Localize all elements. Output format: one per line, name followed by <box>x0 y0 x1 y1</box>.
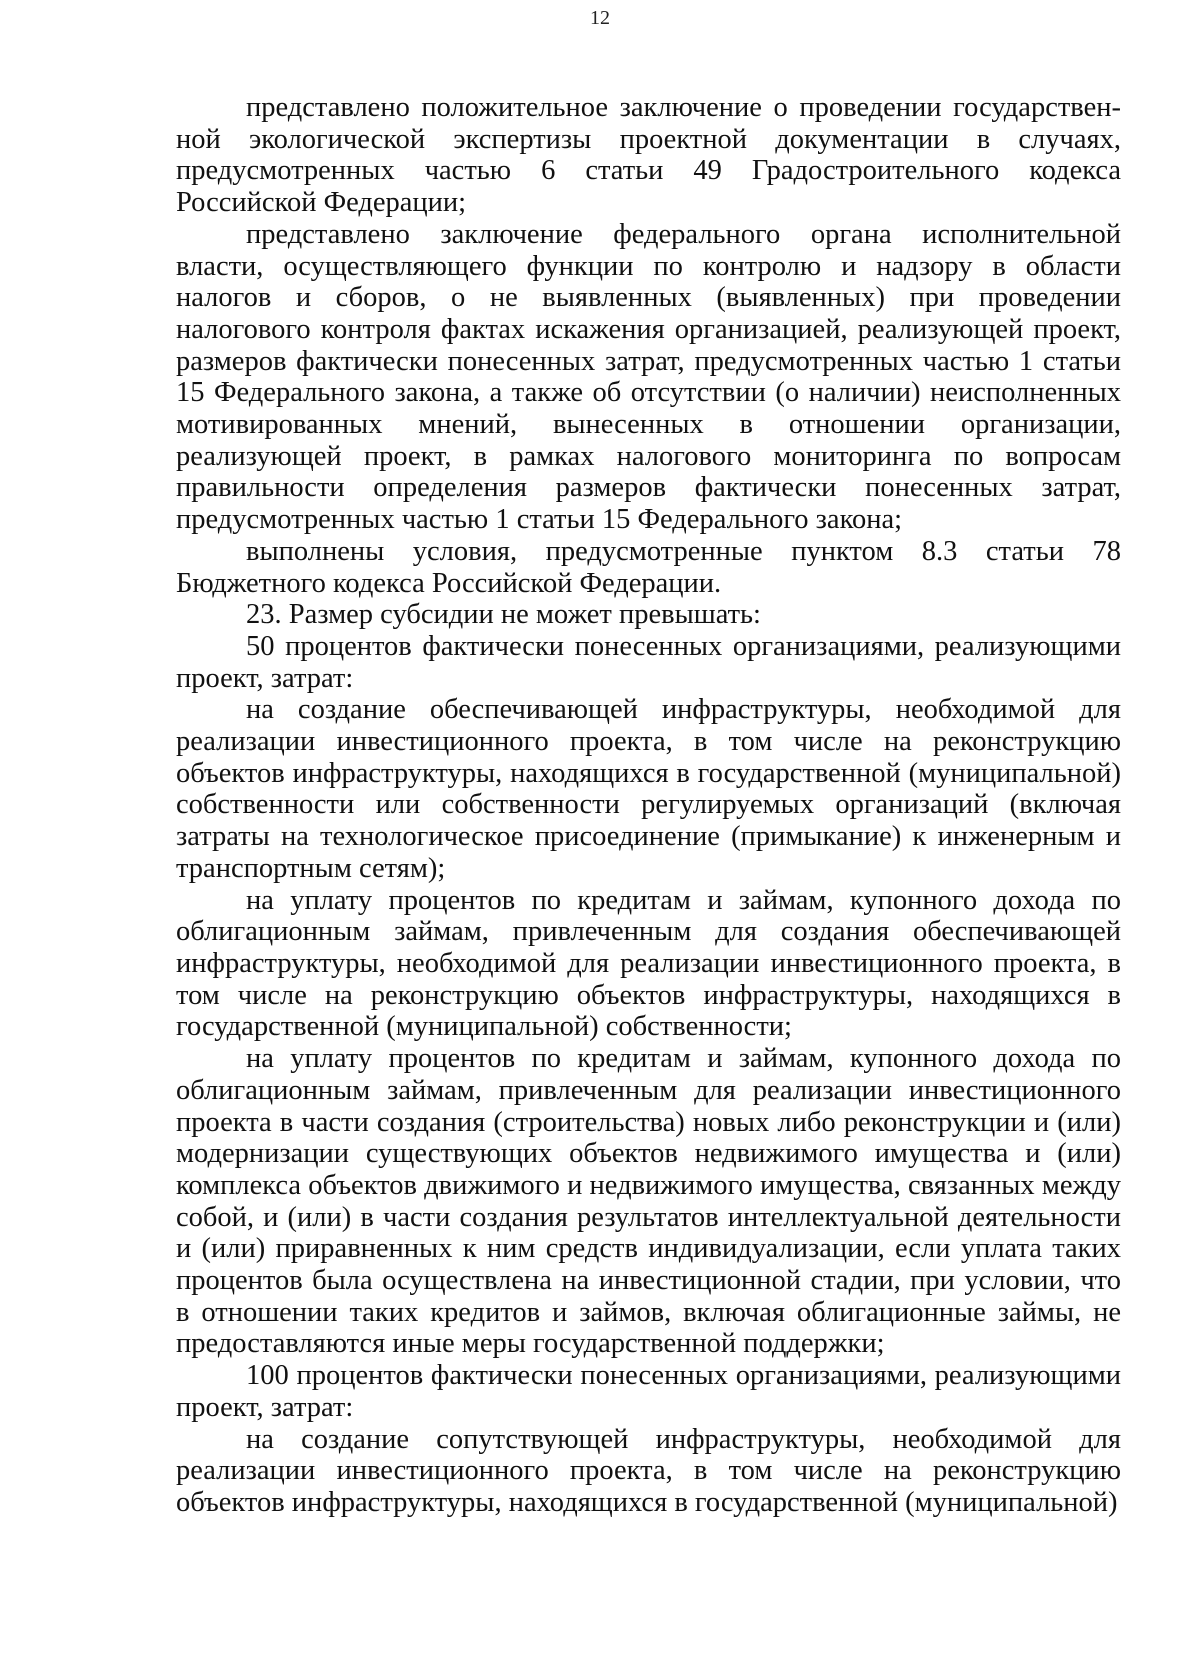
paragraph-subsidy-limit-heading: 23. Размер субсидии не может превышать: <box>246 599 761 631</box>
page-number: 12 <box>590 7 610 29</box>
paragraph-interest-investment-project: на уплату процентов по кредитам и займам, купонного дохода по облигационным займам, привлеченным для реализации инвестиционного проекта в части создания (строительства) новых либо реконструкции и (или) модернизации существующих объектов недвижимого имущества и (или) комплекса объектов движимого и недвижимого имущества, связанных между собой, и (или) в части создания результатов интеллектуальной деятельности и (или) приравненных к ним средств индивидуализации, если уплата таких процентов была осуществлена на инвестиционной стадии, при условии, что в отношении таких кредитов и займов, включая облигационные займы, не предоставляются иные меры государственной поддержки; <box>176 1043 1121 1360</box>
paragraph-hundred-percent: 100 процентов фактически понесенных организациями, реализующими проект, затрат: <box>176 1360 1121 1423</box>
paragraph-supporting-infrastructure: на создание обеспечивающей инфраструктуры, необходимой для реализации инвестиционного проекта, в том числе на реконструкцию объектов инфраструктуры, находящихся в государственной (муниципальной) собственности или собственности регулируемых организаций (включая затраты на технологическое присоединение (примыкание) к инженерным и транспортным сетям); <box>176 694 1121 884</box>
paragraph-budget-code-conditions: выполнены условия, предусмотренные пунктом 8.3 статьи 78 Бюджетного кодекса Российской Федерации. <box>176 535 1121 599</box>
paragraph-interest-infrastructure: на уплату процентов по кредитам и займам, купонного дохода по облигационным займам, привлеченным для создания обеспечивающей инфраструктуры, необходимой для реализации инвестиционного проекта, в том числе на реконструкцию объектов инфраструктуры, находящихся в государственной (муниципальной) собственности; <box>176 884 1121 1043</box>
paragraph-ecological-expertise: представлено положительное заключение о проведении государственной экологической экспертизы проектной документации в случаях, предусмотренных частью 6 статьи 49 Градостроительного кодекса Российской Федерации; <box>176 92 1121 219</box>
document-body <box>176 92 1121 1519</box>
paragraph-accompanying-infrastructure: на создание сопутствующей инфраструктуры, необходимой для реализации инвестиционного проекта, в том числе на реконструкцию объектов инфраструктуры, находящихся в государственной (муниципальной) <box>176 1423 1121 1518</box>
paragraph-fifty-percent: 50 процентов фактически понесенных организациями, реализующими проект, затрат: <box>176 630 1121 694</box>
paragraph-tax-authority-conclusion: представлено заключение федерального органа исполнительной власти, осуществляющего функции по контролю и надзору в области налогов и сборов, о не выявленных (выявленных) при проведении налогового контроля фактах искажения организацией, реализующей проект, размеров фактически понесенных затрат, предусмотренных частью 1 статьи 15 Федерального закона, а также об отсутствии (о наличии) неисполненных мотивированных мнений, вынесенных в отношении организации, реализующей проект, в рамках налогового мониторинга по вопросам правильности определения размеров фактически понесенных затрат, предусмотренных частью 1 статьи 15 Федерального закона; <box>176 218 1121 536</box>
